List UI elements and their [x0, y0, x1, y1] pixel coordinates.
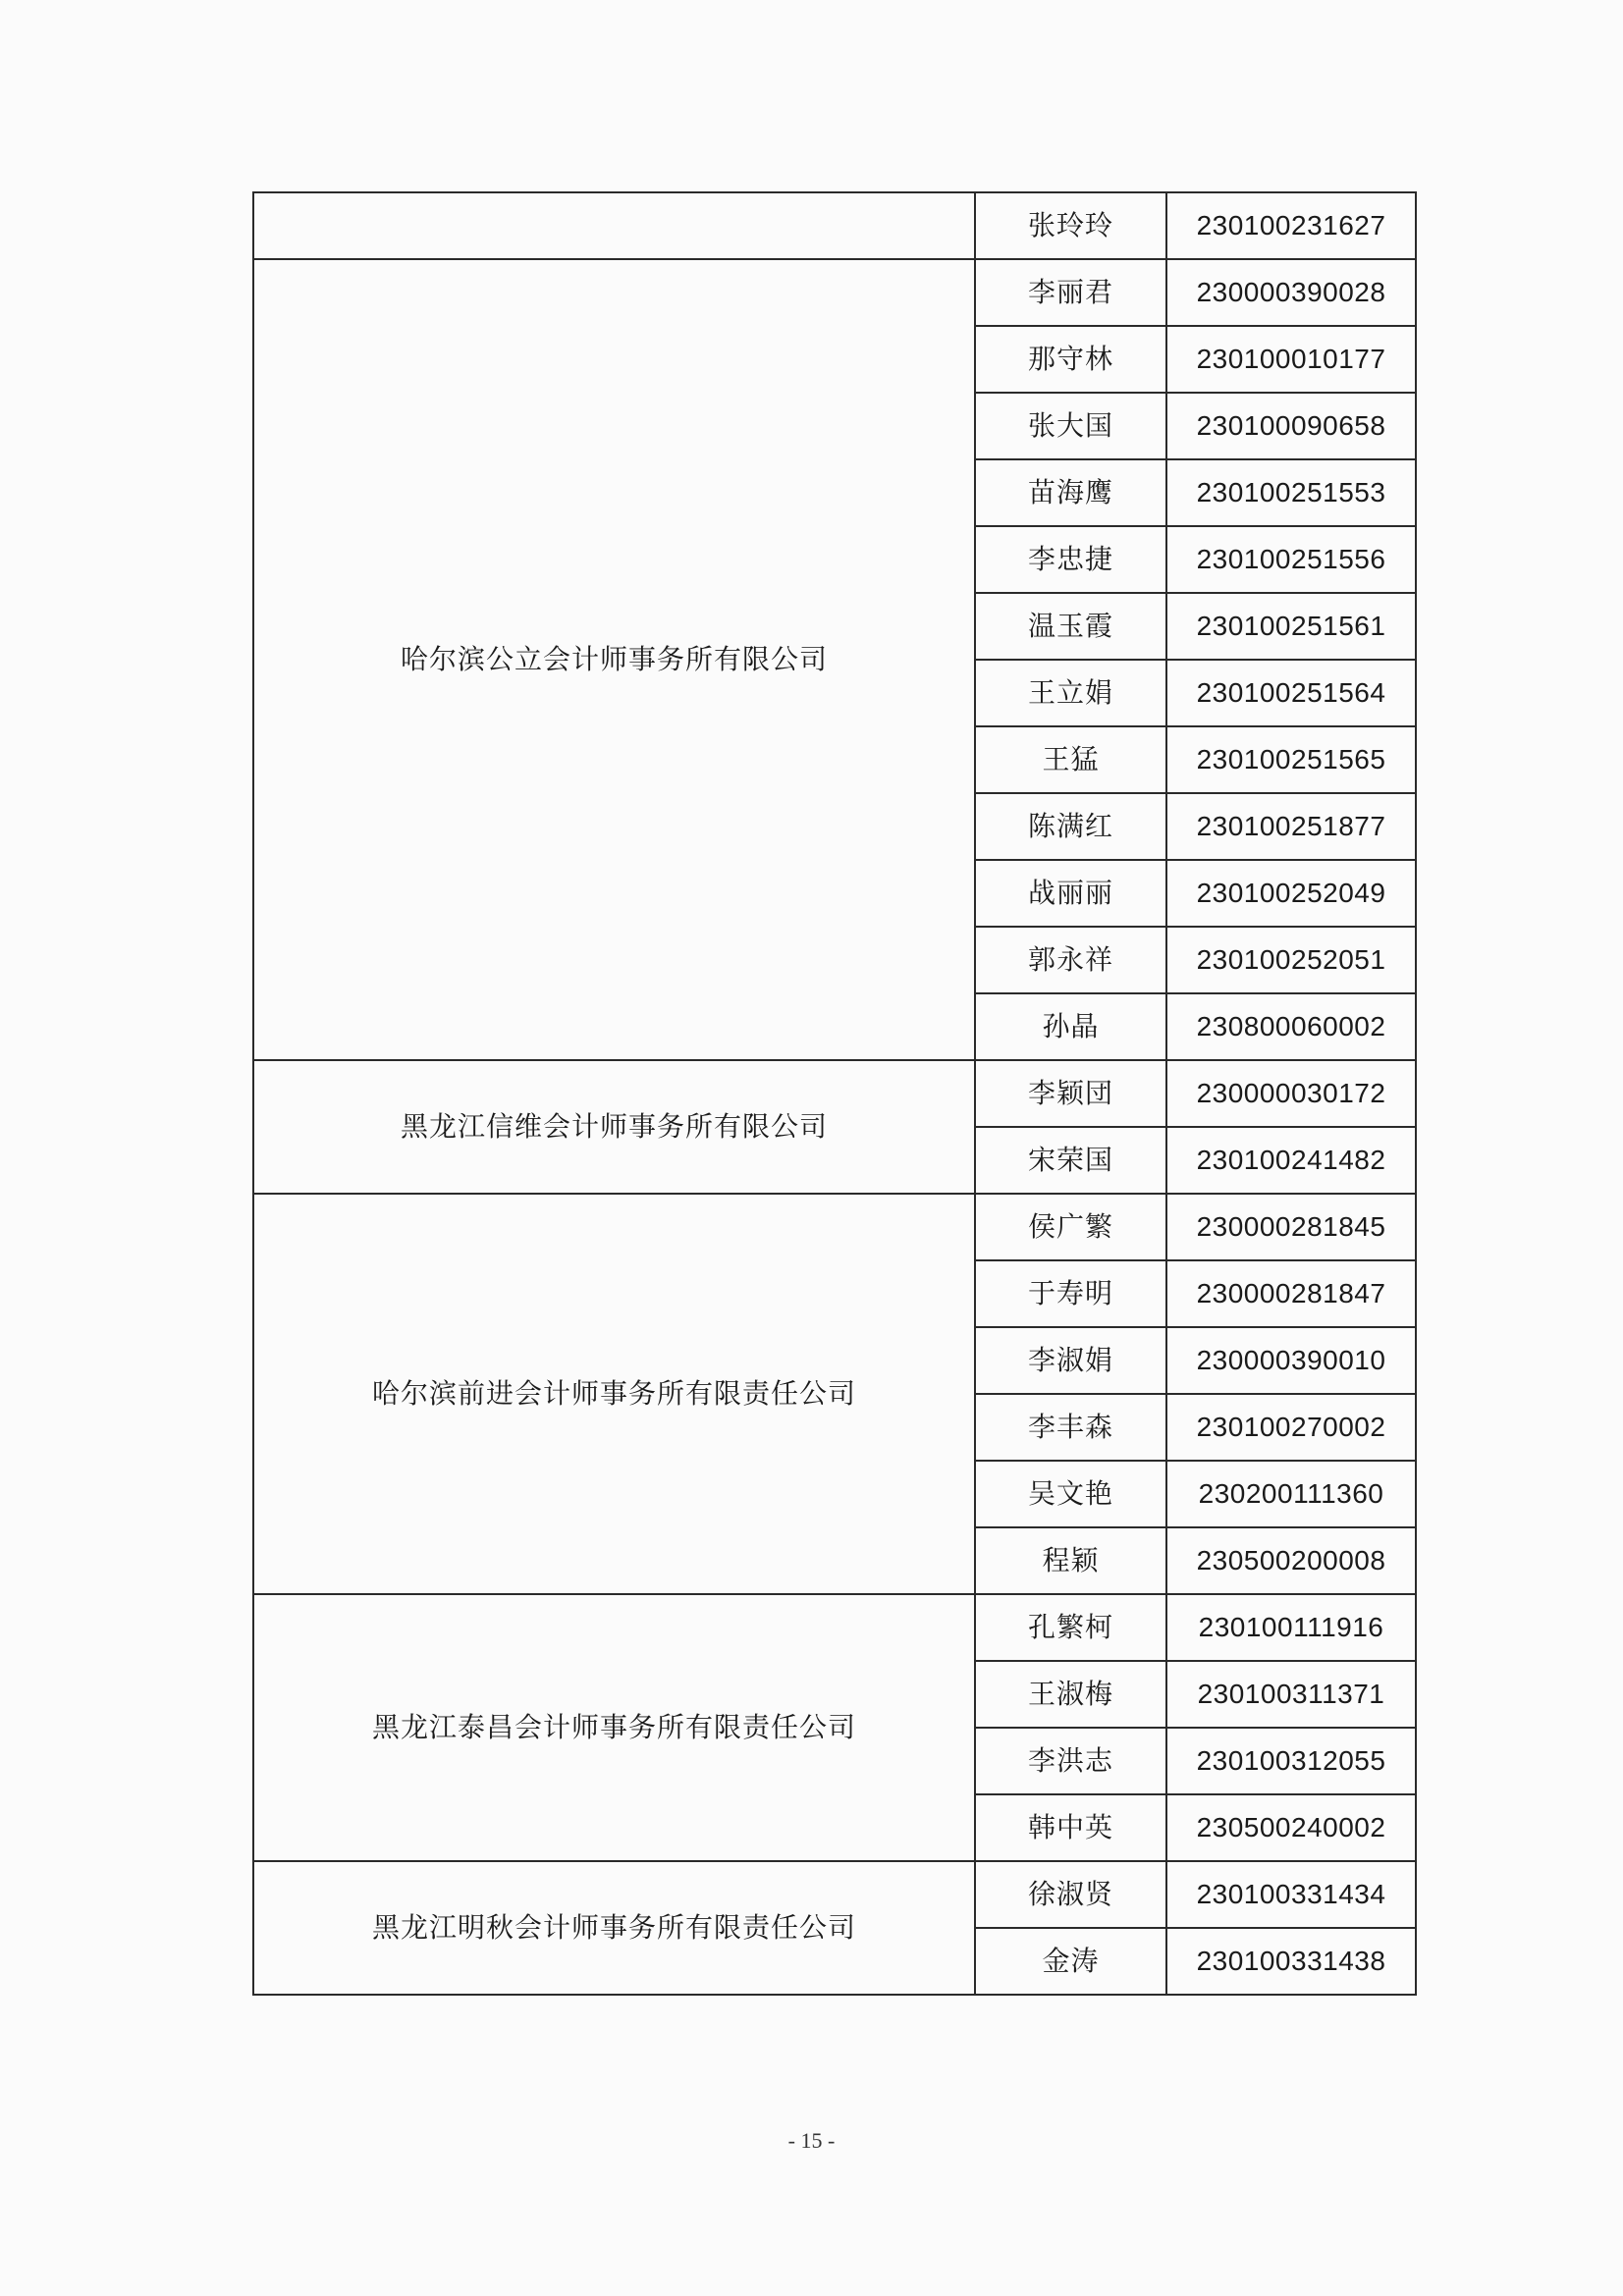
certificate-number-cell: 230100331434	[1166, 1861, 1416, 1928]
accountant-name-cell: 张玲玲	[975, 192, 1166, 259]
certificate-number-cell: 230100090658	[1166, 393, 1416, 459]
roster-table-body	[253, 192, 1416, 1995]
accountant-name-cell: 李丽君	[975, 259, 1166, 326]
certificate-number-cell: 230500200008	[1166, 1527, 1416, 1594]
table-row	[253, 1194, 1416, 1260]
accountant-name-cell: 侯广繁	[975, 1194, 1166, 1260]
certificate-number-cell: 230100241482	[1166, 1127, 1416, 1194]
accountant-name-cell: 李忠捷	[975, 526, 1166, 593]
certificate-number-cell: 230500240002	[1166, 1794, 1416, 1861]
certificate-number-cell: 230000281845	[1166, 1194, 1416, 1260]
accountant-name-cell: 宋荣国	[975, 1127, 1166, 1194]
certificate-number-cell: 230100251565	[1166, 726, 1416, 793]
table-row	[253, 192, 1416, 259]
firm-name-cell: 哈尔滨公立会计师事务所有限公司	[253, 259, 975, 1060]
firm-name-cell	[253, 192, 975, 259]
accountant-name-cell: 王淑梅	[975, 1661, 1166, 1728]
accountant-name-cell: 李颖団	[975, 1060, 1166, 1127]
certificate-number-cell: 230100251561	[1166, 593, 1416, 660]
accountant-name-cell: 李洪志	[975, 1728, 1166, 1794]
table-row	[253, 1060, 1416, 1127]
firm-name-cell: 黑龙江信维会计师事务所有限公司	[253, 1060, 975, 1194]
certificate-number-cell: 230100251553	[1166, 459, 1416, 526]
table-row	[253, 1594, 1416, 1661]
accountant-name-cell: 郭永祥	[975, 927, 1166, 993]
accountant-name-cell: 李丰森	[975, 1394, 1166, 1461]
accountant-roster-table	[252, 191, 1417, 1996]
certificate-number-cell: 230800060002	[1166, 993, 1416, 1060]
certificate-number-cell: 230000390028	[1166, 259, 1416, 326]
firm-name-cell: 哈尔滨前进会计师事务所有限责任公司	[253, 1194, 975, 1594]
table-row	[253, 1861, 1416, 1928]
certificate-number-cell: 230100251556	[1166, 526, 1416, 593]
accountant-name-cell: 苗海鹰	[975, 459, 1166, 526]
certificate-number-cell: 230000390010	[1166, 1327, 1416, 1394]
certificate-number-cell: 230100312055	[1166, 1728, 1416, 1794]
accountant-name-cell: 那守林	[975, 326, 1166, 393]
accountant-name-cell: 温玉霞	[975, 593, 1166, 660]
accountant-name-cell: 战丽丽	[975, 860, 1166, 927]
accountant-name-cell: 金涛	[975, 1928, 1166, 1995]
accountant-name-cell: 吴文艳	[975, 1461, 1166, 1527]
accountant-name-cell: 陈满红	[975, 793, 1166, 860]
certificate-number-cell: 230100270002	[1166, 1394, 1416, 1461]
accountant-name-cell: 于寿明	[975, 1260, 1166, 1327]
certificate-number-cell: 230100251877	[1166, 793, 1416, 860]
certificate-number-cell: 230100010177	[1166, 326, 1416, 393]
firm-name-cell: 黑龙江明秋会计师事务所有限责任公司	[253, 1861, 975, 1995]
accountant-name-cell: 孔繁柯	[975, 1594, 1166, 1661]
certificate-number-cell: 230100252049	[1166, 860, 1416, 927]
accountant-name-cell: 张大国	[975, 393, 1166, 459]
certificate-number-cell: 230100111916	[1166, 1594, 1416, 1661]
accountant-name-cell: 王立娟	[975, 660, 1166, 726]
accountant-name-cell: 王猛	[975, 726, 1166, 793]
certificate-number-cell: 230000281847	[1166, 1260, 1416, 1327]
certificate-number-cell: 230200111360	[1166, 1461, 1416, 1527]
firm-name-cell: 黑龙江泰昌会计师事务所有限责任公司	[253, 1594, 975, 1861]
accountant-name-cell: 程颖	[975, 1527, 1166, 1594]
table-row	[253, 259, 1416, 326]
accountant-name-cell: 孙晶	[975, 993, 1166, 1060]
certificate-number-cell: 230000030172	[1166, 1060, 1416, 1127]
accountant-name-cell: 李淑娟	[975, 1327, 1166, 1394]
certificate-number-cell: 230100252051	[1166, 927, 1416, 993]
certificate-number-cell: 230100251564	[1166, 660, 1416, 726]
certificate-number-cell: 230100311371	[1166, 1661, 1416, 1728]
accountant-name-cell: 徐淑贤	[975, 1861, 1166, 1928]
page-number: - 15 -	[787, 2128, 836, 2153]
accountant-name-cell: 韩中英	[975, 1794, 1166, 1861]
certificate-number-cell: 230100231627	[1166, 192, 1416, 259]
certificate-number-cell: 230100331438	[1166, 1928, 1416, 1995]
